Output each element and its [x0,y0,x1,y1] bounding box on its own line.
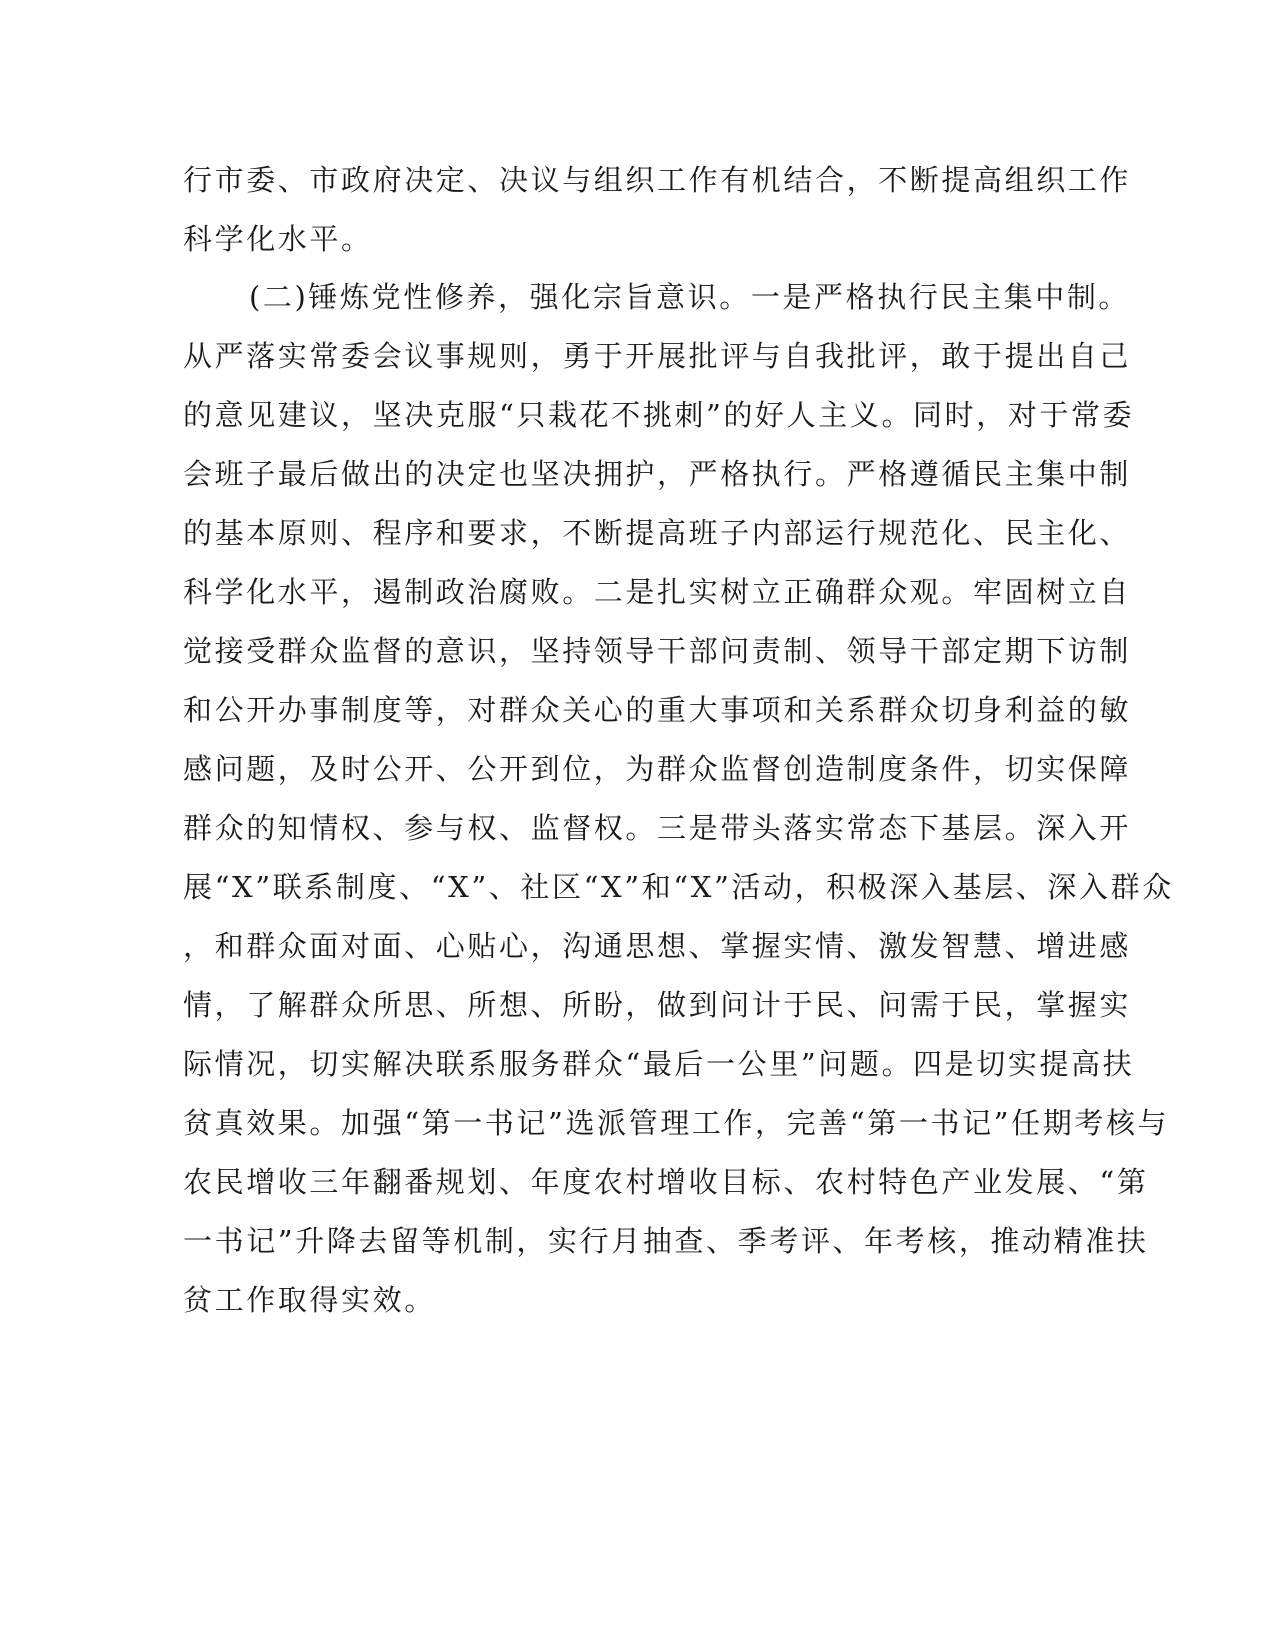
paragraph-line: 情，了解群众所思、所想、所盼，做到问计于民、问需于民，掌握实 [183,988,1132,1022]
paragraph-line: 感问题，及时公开、公开到位，为群众监督创造制度条件，切实保障 [183,752,1132,786]
paragraph-line: 会班子最后做出的决定也坚决拥护，严格执行。严格遵循民主集中制 [183,457,1132,491]
paragraph-line: 一书记”升降去留等机制，实行月抽查、季考评、年考核，推动精准扶 [183,1224,1149,1258]
paragraph-line: 展“X”联系制度、“X”、社区“X”和“X”活动，积极深入基层、深入群众 [183,870,1174,904]
paragraph-line: 科学化水平。 [183,222,373,256]
body-text [183,151,1132,269]
paragraph-line: ，和群众面对面、心贴心，沟通思想、掌握实情、激发智慧、增进感 [183,929,1132,963]
paragraph-line: 农民增收三年翻番规划、年度农村增收目标、农村特色产业发展、“第 [183,1165,1149,1199]
paragraph-line: 从严落实常委会议事规则，勇于开展批评与自我批评，敢于提出自己 [183,339,1132,373]
paragraph-line: 行市委、市政府决定、决议与组织工作有机结合，不断提高组织工作 [183,163,1132,197]
paragraph-line: 群众的知情权、参与权、监督权。三是带头落实常态下基层。深入开 [183,811,1132,845]
paragraph-line: 贫工作取得实效。 [183,1283,436,1317]
paragraph-line: 的意见建议，坚决克服“只栽花不挑刺”的好人主义。同时，对于常委 [183,398,1135,432]
paragraph-line: 科学化水平，遏制政治腐败。二是扎实树立正确群众观。牢固树立自 [183,575,1132,609]
section-paragraph [183,268,1174,1330]
section-heading-line: (二)锤炼党性修养，强化宗旨意识。一是严格执行民主集中制。 [249,280,1131,314]
paragraph-line: 和公开办事制度等，对群众关心的重大事项和关系群众切身利益的敏 [183,693,1132,727]
paragraph-line: 际情况，切实解决联系服务群众“最后一公里”问题。四是切实提高扶 [183,1047,1135,1081]
paragraph-line: 的基本原则、程序和要求，不断提高班子内部运行规范化、民主化、 [183,516,1132,550]
paragraph-line: 觉接受群众监督的意识，坚持领导干部问责制、领导干部定期下访制 [183,634,1132,668]
paragraph-line: 贫真效果。加强“第一书记”选派管理工作，完善“第一书记”任期考核与 [183,1106,1170,1140]
